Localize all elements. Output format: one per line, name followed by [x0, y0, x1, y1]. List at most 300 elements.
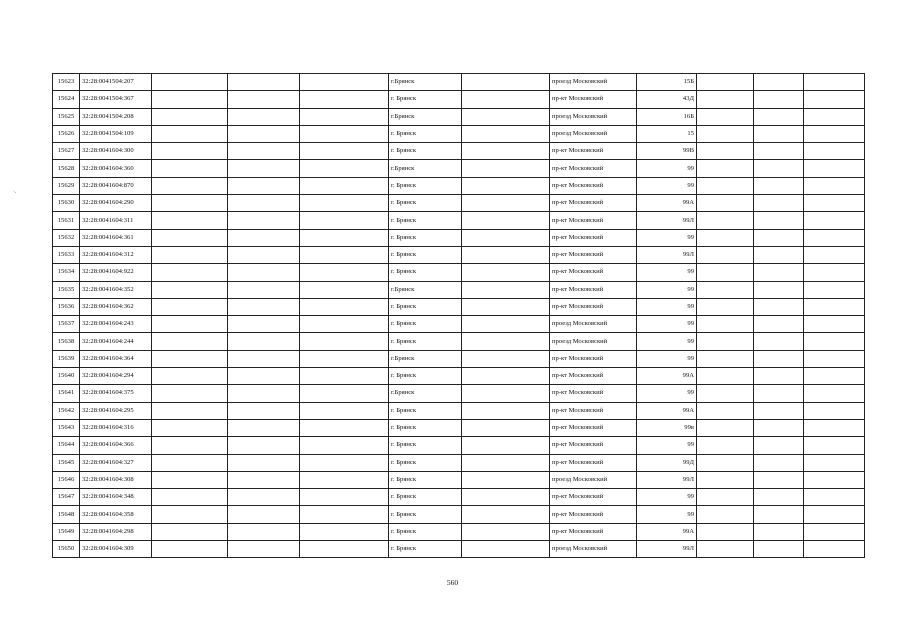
empty-cell [804, 74, 865, 91]
empty-cell [228, 506, 300, 523]
empty-cell [462, 419, 550, 436]
street-cell: пр-кт Московский [550, 298, 637, 315]
empty-cell [462, 246, 550, 263]
house-number-cell: 99 [637, 489, 697, 506]
empty-cell [152, 541, 228, 558]
house-number-cell: 99Л [637, 471, 697, 488]
table-row [53, 281, 865, 298]
empty-cell [152, 212, 228, 229]
street-cell: проезд Московский [550, 316, 637, 333]
empty-cell [804, 419, 865, 436]
cadastral-number-cell: 32:28:0041604:366 [80, 437, 152, 454]
street-cell: пр-кт Московский [550, 385, 637, 402]
street-cell: пр-кт Московский [550, 264, 637, 281]
cadastral-number-cell: 32:28:0041604:352 [80, 281, 152, 298]
street-cell: пр-кт Московский [550, 143, 637, 160]
table-row [53, 264, 865, 281]
row-number-cell: 15639 [53, 350, 80, 367]
empty-cell [228, 489, 300, 506]
empty-cell [300, 368, 389, 385]
empty-cell [462, 471, 550, 488]
empty-cell [152, 281, 228, 298]
house-number-cell: 16Б [637, 108, 697, 125]
empty-cell [804, 195, 865, 212]
empty-cell [697, 143, 754, 160]
empty-cell [228, 471, 300, 488]
empty-cell [462, 385, 550, 402]
empty-cell [462, 489, 550, 506]
empty-cell [152, 523, 228, 540]
house-number-cell: 99 [637, 385, 697, 402]
cadastral-number-cell: 32:28:0041604:364 [80, 350, 152, 367]
row-number-cell: 15627 [53, 143, 80, 160]
empty-cell [697, 74, 754, 91]
house-number-cell: 99В [637, 143, 697, 160]
empty-cell [462, 454, 550, 471]
empty-cell [804, 125, 865, 142]
empty-cell [462, 195, 550, 212]
house-number-cell: 99А [637, 368, 697, 385]
cadastral-number-cell: 32:28:0041504:207 [80, 74, 152, 91]
empty-cell [804, 160, 865, 177]
row-number-cell: 15628 [53, 160, 80, 177]
city-cell: г. Брянск [389, 333, 462, 350]
empty-cell [300, 143, 389, 160]
row-number-cell: 15645 [53, 454, 80, 471]
street-cell: пр-кт Московский [550, 212, 637, 229]
city-cell: г. Брянск [389, 229, 462, 246]
row-number-cell: 15623 [53, 74, 80, 91]
empty-cell [300, 385, 389, 402]
city-cell: г. Брянск [389, 489, 462, 506]
empty-cell [152, 316, 228, 333]
row-number-cell: 15650 [53, 541, 80, 558]
table-row [53, 541, 865, 558]
street-cell: проезд Московский [550, 108, 637, 125]
street-cell: пр-кт Московский [550, 195, 637, 212]
empty-cell [300, 160, 389, 177]
row-number-cell: 15649 [53, 523, 80, 540]
empty-cell [754, 523, 804, 540]
empty-cell [228, 402, 300, 419]
empty-cell [804, 264, 865, 281]
street-cell: пр-кт Московский [550, 402, 637, 419]
row-number-cell: 15630 [53, 195, 80, 212]
cadastral-number-cell: 32:28:0041604:290 [80, 195, 152, 212]
street-cell: пр-кт Московский [550, 506, 637, 523]
street-cell: проезд Московский [550, 333, 637, 350]
row-number-cell: 15643 [53, 419, 80, 436]
street-cell: проезд Московский [550, 541, 637, 558]
house-number-cell: 99 [637, 229, 697, 246]
empty-cell [228, 143, 300, 160]
empty-cell [754, 108, 804, 125]
empty-cell [300, 212, 389, 229]
empty-cell [152, 125, 228, 142]
house-number-cell: 99А [637, 195, 697, 212]
empty-cell [697, 264, 754, 281]
empty-cell [228, 195, 300, 212]
street-cell: пр-кт Московский [550, 489, 637, 506]
empty-cell [697, 212, 754, 229]
table-row [53, 246, 865, 263]
table-row [53, 195, 865, 212]
empty-cell [462, 506, 550, 523]
city-cell: г. Брянск [389, 419, 462, 436]
empty-cell [300, 91, 389, 108]
registry-table [52, 73, 865, 558]
cadastral-number-cell: 32:28:0041604:375 [80, 385, 152, 402]
table-row [53, 419, 865, 436]
empty-cell [804, 489, 865, 506]
empty-cell [804, 471, 865, 488]
empty-cell [462, 298, 550, 315]
empty-cell [300, 489, 389, 506]
empty-cell [300, 454, 389, 471]
row-number-cell: 15633 [53, 246, 80, 263]
empty-cell [462, 143, 550, 160]
city-cell: г. Брянск [389, 454, 462, 471]
empty-cell [152, 229, 228, 246]
row-number-cell: 15637 [53, 316, 80, 333]
empty-cell [462, 74, 550, 91]
empty-cell [697, 489, 754, 506]
row-number-cell: 15632 [53, 229, 80, 246]
city-cell: г. Брянск [389, 264, 462, 281]
house-number-cell: 99 [637, 350, 697, 367]
city-cell: г. Брянск [389, 523, 462, 540]
cadastral-number-cell: 32:28:0041604:348 [80, 489, 152, 506]
empty-cell [697, 298, 754, 315]
street-cell: проезд Московский [550, 74, 637, 91]
city-cell: г. Брянск [389, 298, 462, 315]
city-cell: г. Брянск [389, 246, 462, 263]
empty-cell [152, 143, 228, 160]
empty-cell [754, 229, 804, 246]
house-number-cell: 99 [637, 333, 697, 350]
table-row [53, 74, 865, 91]
empty-cell [754, 350, 804, 367]
table-row [53, 437, 865, 454]
row-number-cell: 15626 [53, 125, 80, 142]
empty-cell [228, 333, 300, 350]
empty-cell [300, 316, 389, 333]
cadastral-number-cell: 32:28:0041604:244 [80, 333, 152, 350]
empty-cell [152, 298, 228, 315]
row-number-cell: 15642 [53, 402, 80, 419]
empty-cell [152, 402, 228, 419]
cadastral-number-cell: 32:28:0041504:208 [80, 108, 152, 125]
empty-cell [754, 419, 804, 436]
row-number-cell: 15638 [53, 333, 80, 350]
row-number-cell: 15641 [53, 385, 80, 402]
empty-cell [804, 212, 865, 229]
row-number-cell: 15634 [53, 264, 80, 281]
empty-cell [228, 160, 300, 177]
cadastral-number-cell: 32:28:0041504:109 [80, 125, 152, 142]
empty-cell [152, 368, 228, 385]
empty-cell [697, 125, 754, 142]
empty-cell [152, 195, 228, 212]
house-number-cell: 99 [637, 437, 697, 454]
empty-cell [228, 541, 300, 558]
empty-cell [228, 91, 300, 108]
empty-cell [804, 246, 865, 263]
city-cell: г. Брянск [389, 437, 462, 454]
empty-cell [152, 160, 228, 177]
house-number-cell: 99 [637, 264, 697, 281]
page-number: 560 [446, 578, 459, 587]
city-cell: г.Брянск [389, 108, 462, 125]
cadastral-number-cell: 32:28:0041604:870 [80, 177, 152, 194]
cadastral-number-cell: 32:28:0041604:295 [80, 402, 152, 419]
empty-cell [300, 350, 389, 367]
table-row [53, 91, 865, 108]
table-row [53, 229, 865, 246]
row-number-cell: 15624 [53, 91, 80, 108]
empty-cell [804, 143, 865, 160]
row-number-cell: 15636 [53, 298, 80, 315]
empty-cell [152, 419, 228, 436]
empty-cell [804, 298, 865, 315]
empty-cell [462, 160, 550, 177]
empty-cell [152, 506, 228, 523]
empty-cell [804, 333, 865, 350]
empty-cell [228, 125, 300, 142]
cadastral-number-cell: 32:28:0041604:308 [80, 471, 152, 488]
cadastral-number-cell: 32:28:0041504:367 [80, 91, 152, 108]
empty-cell [754, 298, 804, 315]
empty-cell [462, 229, 550, 246]
cadastral-number-cell: 32:28:0041604:358 [80, 506, 152, 523]
empty-cell [462, 350, 550, 367]
cadastral-number-cell: 32:28:0041604:300 [80, 143, 152, 160]
city-cell: г.Брянск [389, 350, 462, 367]
empty-cell [804, 523, 865, 540]
empty-cell [754, 385, 804, 402]
street-cell: пр-кт Московский [550, 281, 637, 298]
empty-cell [754, 91, 804, 108]
empty-cell [228, 108, 300, 125]
empty-cell [697, 437, 754, 454]
house-number-cell: 99 [637, 316, 697, 333]
house-number-cell: 15Б [637, 74, 697, 91]
empty-cell [300, 541, 389, 558]
empty-cell [228, 385, 300, 402]
empty-cell [697, 454, 754, 471]
empty-cell [697, 523, 754, 540]
empty-cell [697, 160, 754, 177]
empty-cell [152, 471, 228, 488]
empty-cell [754, 195, 804, 212]
house-number-cell: 99в [637, 419, 697, 436]
empty-cell [152, 350, 228, 367]
empty-cell [697, 471, 754, 488]
city-cell: г. Брянск [389, 316, 462, 333]
street-cell: пр-кт Московский [550, 160, 637, 177]
house-number-cell: 99 [637, 298, 697, 315]
empty-cell [300, 419, 389, 436]
empty-cell [152, 246, 228, 263]
registry-body [53, 74, 865, 558]
city-cell: г. Брянск [389, 541, 462, 558]
empty-cell [462, 212, 550, 229]
empty-cell [152, 177, 228, 194]
empty-cell [152, 437, 228, 454]
empty-cell [152, 91, 228, 108]
empty-cell [228, 229, 300, 246]
empty-cell [152, 74, 228, 91]
empty-cell [754, 316, 804, 333]
empty-cell [754, 125, 804, 142]
house-number-cell: 43Д [637, 91, 697, 108]
empty-cell [152, 333, 228, 350]
empty-cell [462, 333, 550, 350]
empty-cell [697, 419, 754, 436]
cadastral-number-cell: 32:28:0041604:327 [80, 454, 152, 471]
city-cell: г.Брянск [389, 160, 462, 177]
empty-cell [462, 402, 550, 419]
empty-cell [804, 108, 865, 125]
street-cell: пр-кт Московский [550, 91, 637, 108]
empty-cell [697, 91, 754, 108]
empty-cell [152, 385, 228, 402]
table-row [53, 125, 865, 142]
empty-cell [300, 281, 389, 298]
empty-cell [228, 350, 300, 367]
empty-cell [462, 91, 550, 108]
empty-cell [804, 402, 865, 419]
empty-cell [804, 177, 865, 194]
cadastral-number-cell: 32:28:0041604:298 [80, 523, 152, 540]
empty-cell [804, 385, 865, 402]
empty-cell [697, 246, 754, 263]
empty-cell [228, 368, 300, 385]
empty-cell [152, 108, 228, 125]
empty-cell [462, 177, 550, 194]
empty-cell [697, 281, 754, 298]
table-row [53, 160, 865, 177]
empty-cell [300, 74, 389, 91]
table-row [53, 402, 865, 419]
empty-cell [754, 281, 804, 298]
empty-cell [804, 91, 865, 108]
empty-cell [462, 316, 550, 333]
empty-cell [697, 368, 754, 385]
house-number-cell: 99Л [637, 212, 697, 229]
house-number-cell: 99 [637, 177, 697, 194]
empty-cell [804, 368, 865, 385]
cadastral-number-cell: 32:28:0041604:243 [80, 316, 152, 333]
table-row [53, 298, 865, 315]
empty-cell [300, 523, 389, 540]
empty-cell [754, 471, 804, 488]
empty-cell [754, 489, 804, 506]
table-row [53, 108, 865, 125]
empty-cell [462, 281, 550, 298]
house-number-cell: 99 [637, 281, 697, 298]
house-number-cell: 99Л [637, 541, 697, 558]
empty-cell [228, 74, 300, 91]
empty-cell [228, 264, 300, 281]
house-number-cell: 99 [637, 160, 697, 177]
cadastral-number-cell: 32:28:0041604:362 [80, 298, 152, 315]
table-row [53, 368, 865, 385]
house-number-cell: 99А [637, 402, 697, 419]
street-cell: пр-кт Московский [550, 177, 637, 194]
empty-cell [804, 437, 865, 454]
empty-cell [300, 298, 389, 315]
empty-cell [462, 264, 550, 281]
house-number-cell: 99Д [637, 454, 697, 471]
row-number-cell: 15647 [53, 489, 80, 506]
city-cell: г. Брянск [389, 212, 462, 229]
empty-cell [697, 402, 754, 419]
empty-cell [754, 246, 804, 263]
empty-cell [804, 350, 865, 367]
cadastral-number-cell: 32:28:0041604:309 [80, 541, 152, 558]
empty-cell [300, 402, 389, 419]
street-cell: пр-кт Московский [550, 419, 637, 436]
city-cell: г. Брянск [389, 471, 462, 488]
empty-cell [300, 108, 389, 125]
empty-cell [697, 385, 754, 402]
empty-cell [228, 419, 300, 436]
empty-cell [754, 506, 804, 523]
table-row [53, 471, 865, 488]
street-cell: пр-кт Московский [550, 350, 637, 367]
street-cell: пр-кт Московский [550, 523, 637, 540]
table-row [53, 454, 865, 471]
row-number-cell: 15648 [53, 506, 80, 523]
empty-cell [462, 368, 550, 385]
empty-cell [300, 125, 389, 142]
street-cell: проезд Московский [550, 125, 637, 142]
table-row [53, 385, 865, 402]
cadastral-number-cell: 32:28:0041604:316 [80, 419, 152, 436]
house-number-cell: 99 [637, 506, 697, 523]
street-cell: пр-кт Московский [550, 246, 637, 263]
empty-cell [228, 523, 300, 540]
empty-cell [228, 437, 300, 454]
empty-cell [754, 333, 804, 350]
empty-cell [228, 316, 300, 333]
empty-cell [152, 264, 228, 281]
empty-cell [754, 212, 804, 229]
empty-cell [697, 316, 754, 333]
empty-cell [462, 437, 550, 454]
empty-cell [300, 177, 389, 194]
city-cell: г. Брянск [389, 195, 462, 212]
city-cell: г. Брянск [389, 506, 462, 523]
table-row [53, 350, 865, 367]
city-cell: г.Брянск [389, 385, 462, 402]
empty-cell [754, 160, 804, 177]
city-cell: г. Брянск [389, 177, 462, 194]
empty-cell [754, 264, 804, 281]
row-number-cell: 15646 [53, 471, 80, 488]
empty-cell [228, 177, 300, 194]
cadastral-number-cell: 32:28:0041604:294 [80, 368, 152, 385]
empty-cell [228, 298, 300, 315]
empty-cell [462, 523, 550, 540]
street-cell: пр-кт Московский [550, 229, 637, 246]
empty-cell [300, 437, 389, 454]
empty-cell [804, 281, 865, 298]
empty-cell [152, 454, 228, 471]
table-row [53, 333, 865, 350]
empty-cell [228, 454, 300, 471]
